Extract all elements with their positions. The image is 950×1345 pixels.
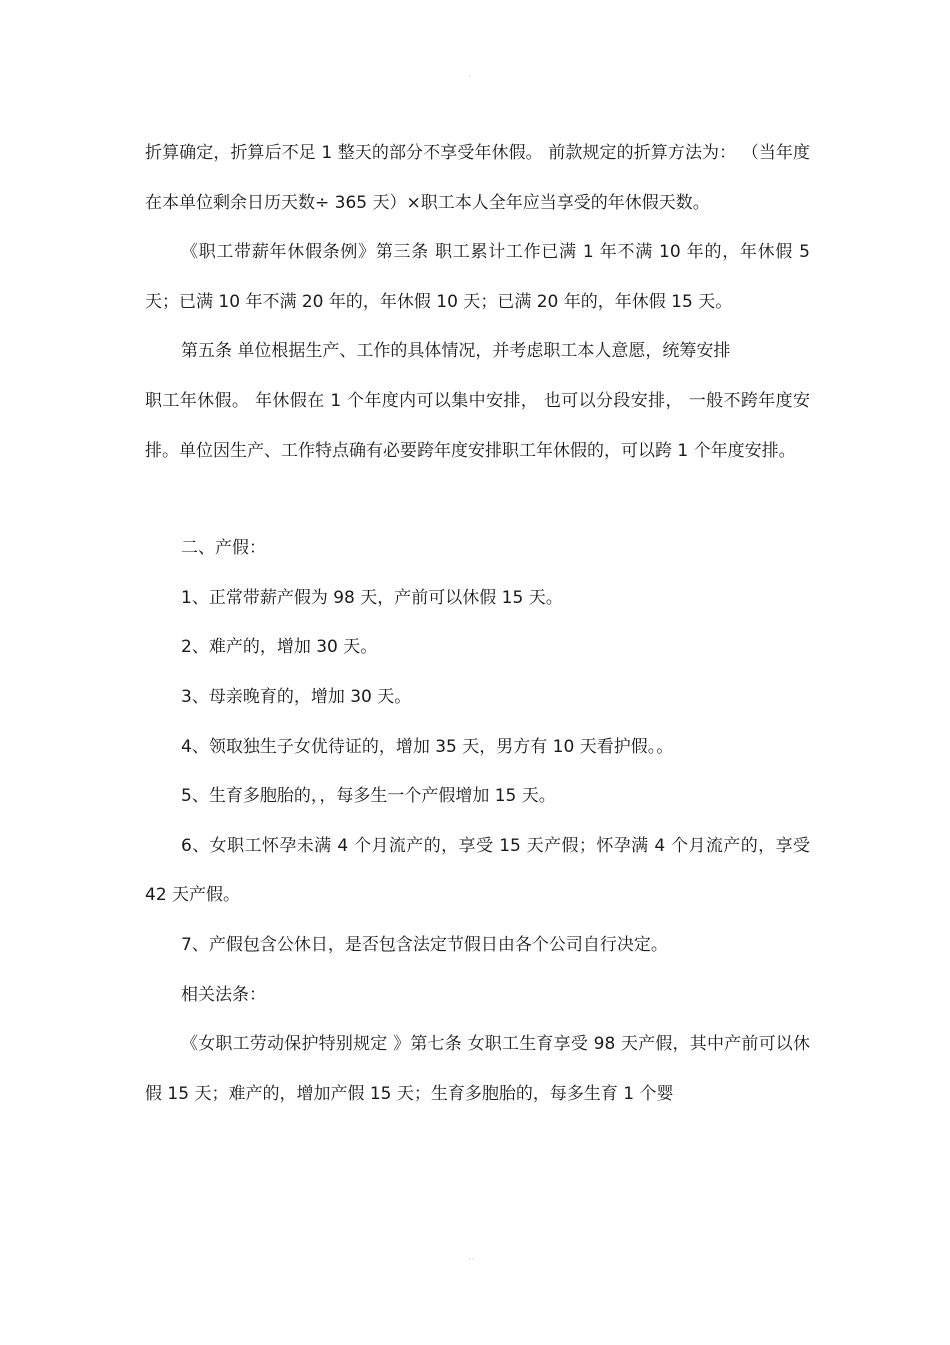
related-law-heading: 相关法条：	[181, 984, 266, 1005]
paragraph-article-five-body: 职工年休假。 年休假在 1 个年度内可以集中安排， 也可以分段安排， 一般不跨年度安排。单位因生产、工作特点确有必要跨年度安排职工年休假的，可以跨 1 个年度安排。	[145, 390, 810, 461]
page-bottom-mark: ··	[468, 1255, 474, 1265]
list-item-maternity-4: 4、领取独生子女优待证的，增加 35 天，男方有 10 天看护假。。	[181, 736, 674, 757]
list-item-maternity-3: 3、母亲晚育的，增加 30 天。	[181, 686, 412, 707]
list-item-maternity-6: 6、女职工怀孕未满 4 个月流产的，享受 15 天产假；怀孕满 4 个月流产的，享受 42 天产假。	[145, 835, 810, 906]
section-gap	[145, 476, 810, 524]
list-item-maternity-7: 7、产假包含公休日，是否包含法定节假日由各个公司自行决定。	[181, 934, 668, 955]
document-body	[145, 129, 810, 1119]
paragraph-female-worker-regulation: 《女职工劳动保护特别规定 》第七条 女职工生育享受 98 天产假，其中产前可以休假 15 天；难产的，增加产假 15 天；生育多胞胎的，每多生育 1 个婴	[145, 1034, 810, 1104]
list-item-maternity-1: 1、正常带薪产假为 98 天，产前可以休假 15 天。	[181, 587, 563, 608]
list-item-maternity-2: 2、难产的，增加 30 天。	[181, 637, 378, 658]
paragraph-article-five-lead: 第五条 单位根据生产、工作的具体情况，并考虑职工本人意愿，统筹安排	[181, 341, 731, 362]
paragraph-leave-calculation: 折算确定，折算后不足 1 整天的部分不享受年休假。 前款规定的折算方法为： （当年度在本单位剩余日历天数÷ 365 天）×职工本人全年应当享受的年休假天数。	[145, 143, 810, 213]
page-top-mark: ·	[468, 72, 471, 82]
section-heading-maternity-leave: 二、产假：	[181, 538, 266, 559]
list-item-maternity-5: 5、生育多胞胎的，，每多生一个产假增加 15 天。	[181, 786, 556, 807]
paragraph-article-three: 《职工带薪年休假条例》第三条 职工累计工作已满 1 年不满 10 年的，年休假 5 天；已满 10 年不满 20 年的，年休假 10 天；已满 20 年的，年休假 15 天。	[145, 242, 810, 312]
